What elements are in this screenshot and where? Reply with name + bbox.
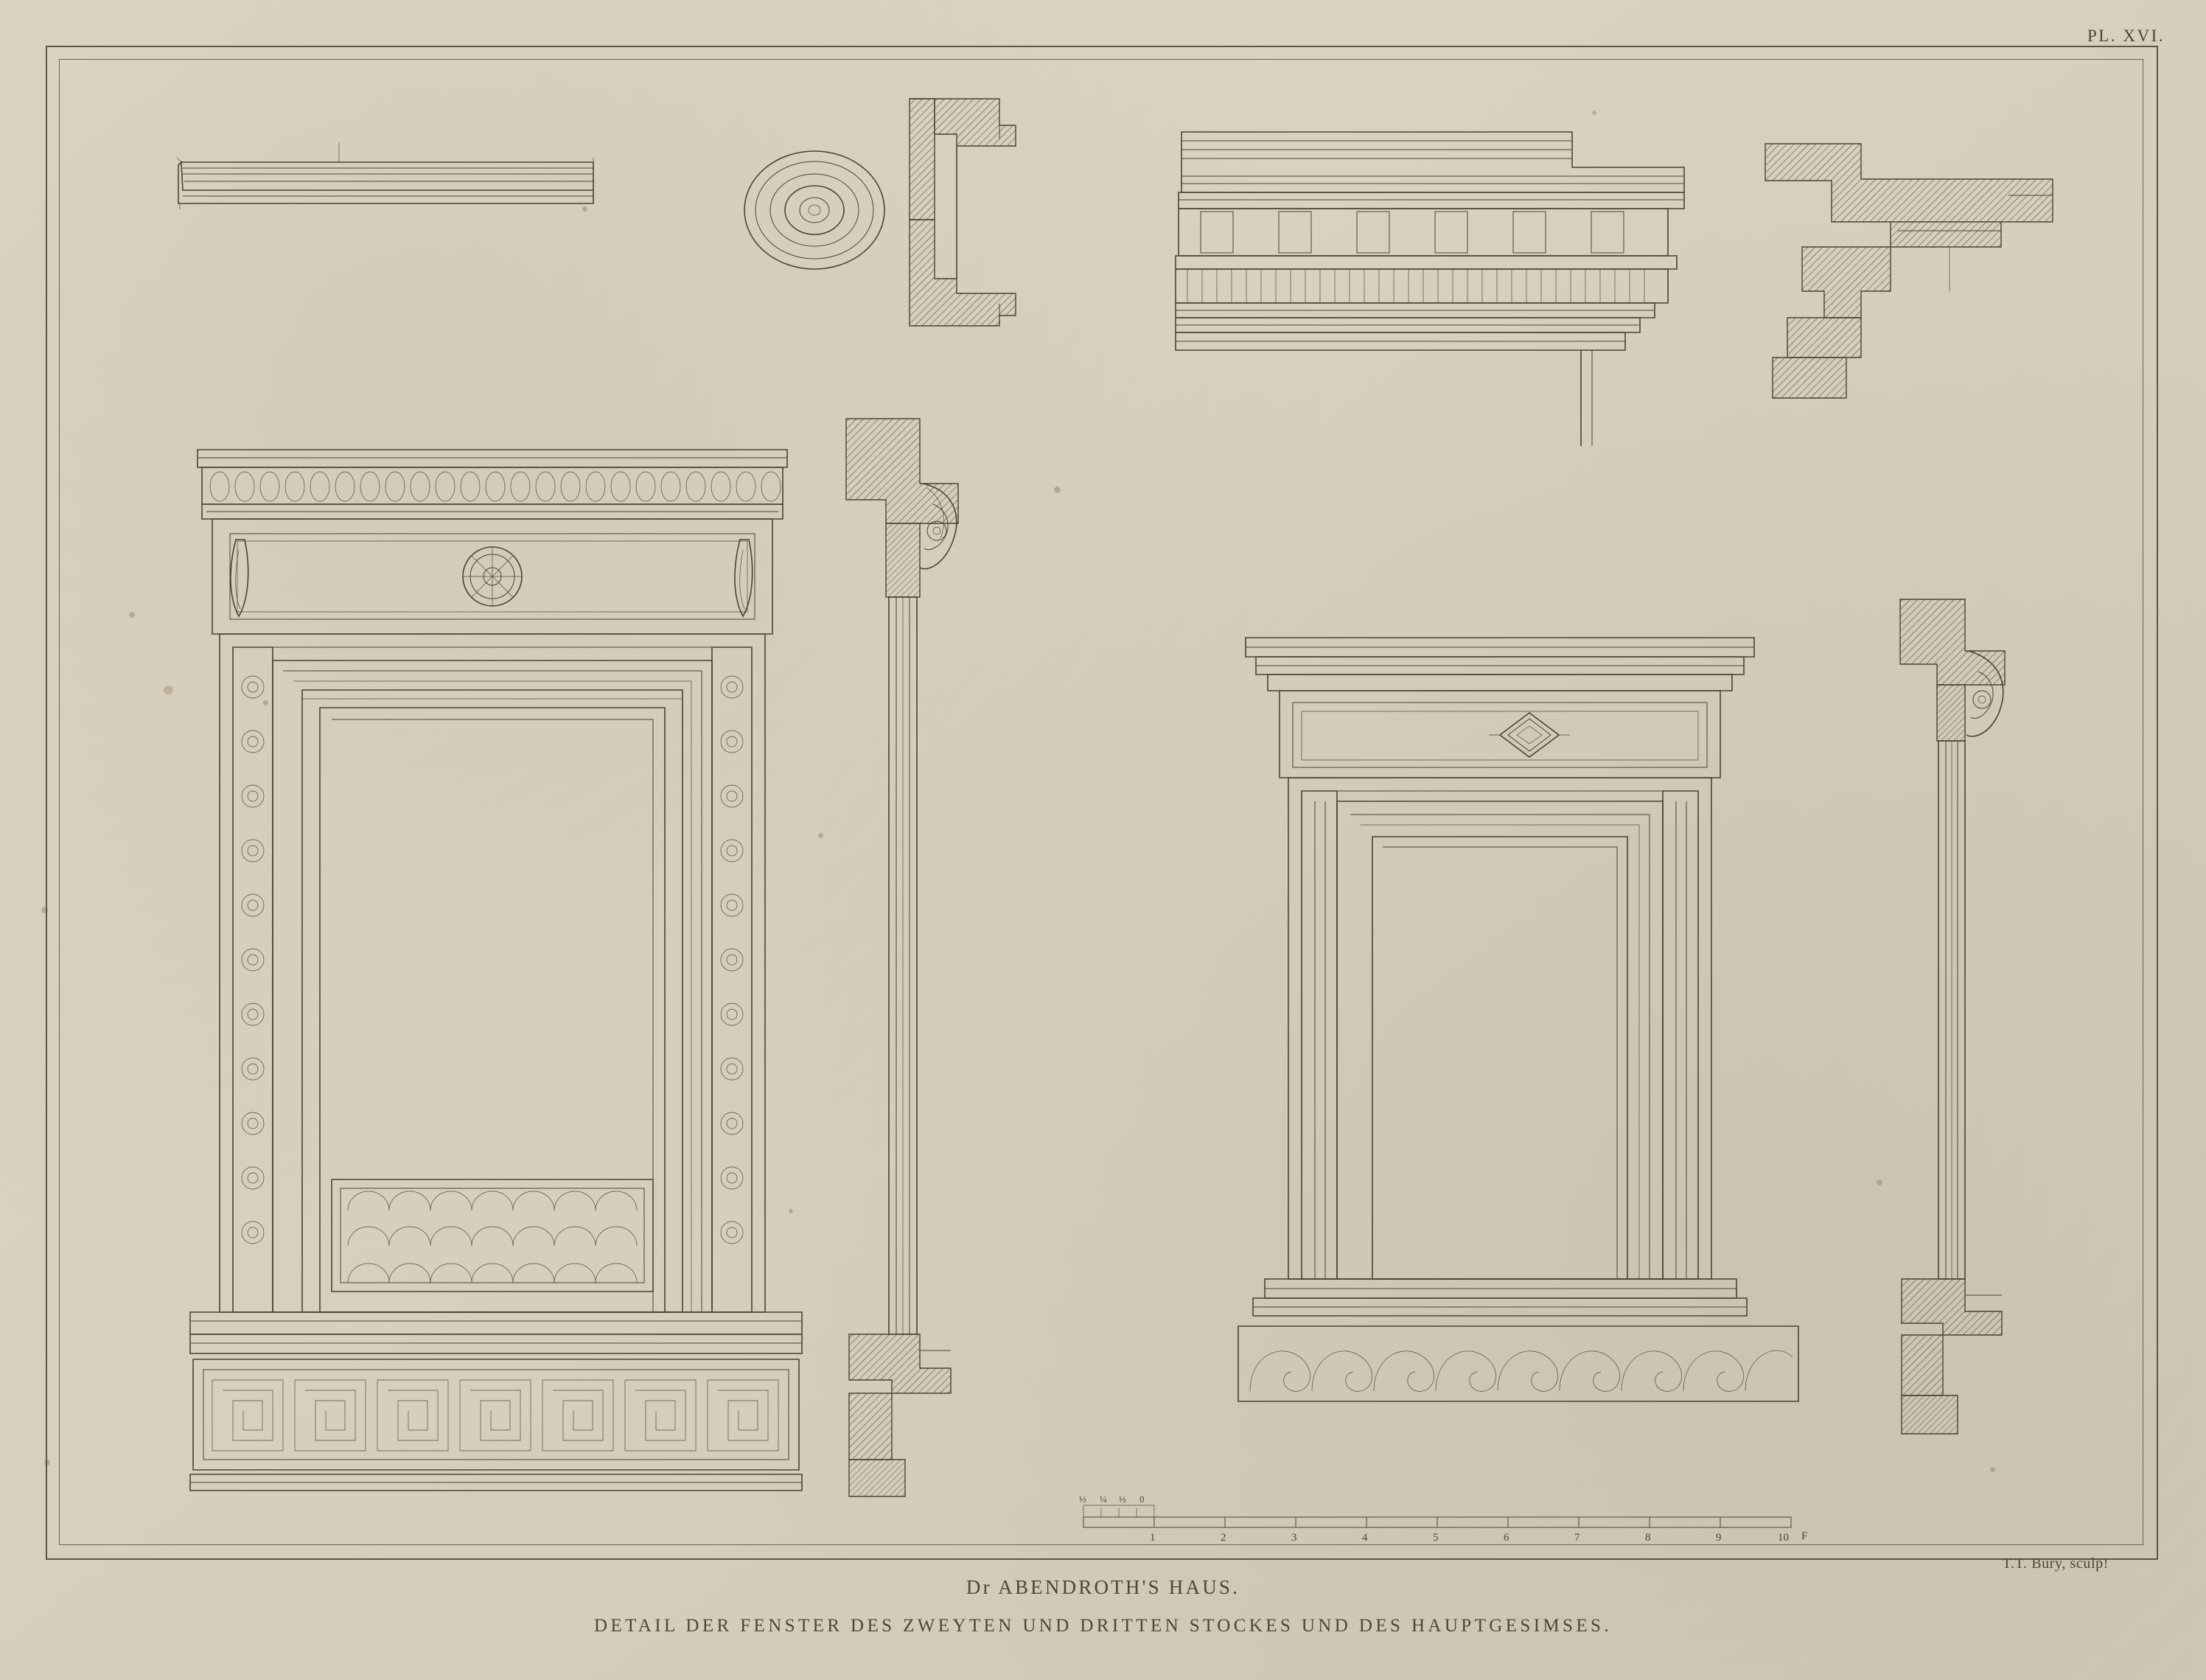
- scale-tick-label: 10: [1778, 1532, 1789, 1544]
- cornice-profile-top-left: [170, 133, 619, 229]
- scale-subtick-label: 0: [1139, 1493, 1145, 1505]
- main-cornice-section-hatched: [1758, 136, 2067, 468]
- greek-key-band: [212, 1380, 778, 1451]
- main-cornice-elevation: [1168, 122, 1728, 505]
- apron-scale-pattern: [348, 1191, 637, 1283]
- engraver-credit: T.T. Bury, sculp!: [2002, 1555, 2109, 1572]
- left-pilaster-paterae: [242, 676, 264, 1244]
- scale-unit-label: F: [1801, 1530, 1808, 1542]
- vitruvian-scroll-band: [1250, 1350, 1793, 1391]
- scale-subtick-label: ½: [1119, 1493, 1126, 1505]
- third-floor-window-elevation: [1238, 630, 1821, 1449]
- plate-number: PL. XVI.: [2087, 27, 2165, 45]
- scale-tick-label: 1: [1150, 1532, 1156, 1544]
- third-floor-window-section: [1894, 593, 2056, 1463]
- scale-tick-label: 5: [1433, 1532, 1439, 1544]
- scale-tick-label: 9: [1716, 1532, 1722, 1544]
- section-profile-small-top: [905, 94, 1023, 330]
- scale-tick-label: 4: [1362, 1532, 1368, 1544]
- second-floor-window-elevation: [190, 442, 802, 1533]
- plate-subtitle: DETAIL DER FENSTER DES ZWEYTEN UND DRITTEN STOCKES UND DES HAUPTGESIMSES.: [594, 1616, 1612, 1636]
- scale-tick-label: 6: [1504, 1532, 1509, 1544]
- scale-tick-label: 8: [1645, 1532, 1651, 1544]
- scale-subtick-label: ½: [1079, 1493, 1086, 1505]
- right-pilaster-paterae: [721, 676, 743, 1244]
- scale-tick-label: 7: [1574, 1532, 1580, 1544]
- frieze-lozenge-ornament: [1489, 713, 1570, 757]
- frieze-rosette: [463, 547, 522, 606]
- plate-title: Dr ABENDROTH'S HAUS.: [966, 1576, 1240, 1598]
- scale-tick-label: 2: [1221, 1532, 1226, 1544]
- second-floor-window-section: [840, 413, 1010, 1526]
- scale-subtick-label: ¼: [1100, 1493, 1107, 1505]
- rosette-paterae-detail: [737, 133, 892, 287]
- scale-tick-label: 3: [1291, 1532, 1297, 1544]
